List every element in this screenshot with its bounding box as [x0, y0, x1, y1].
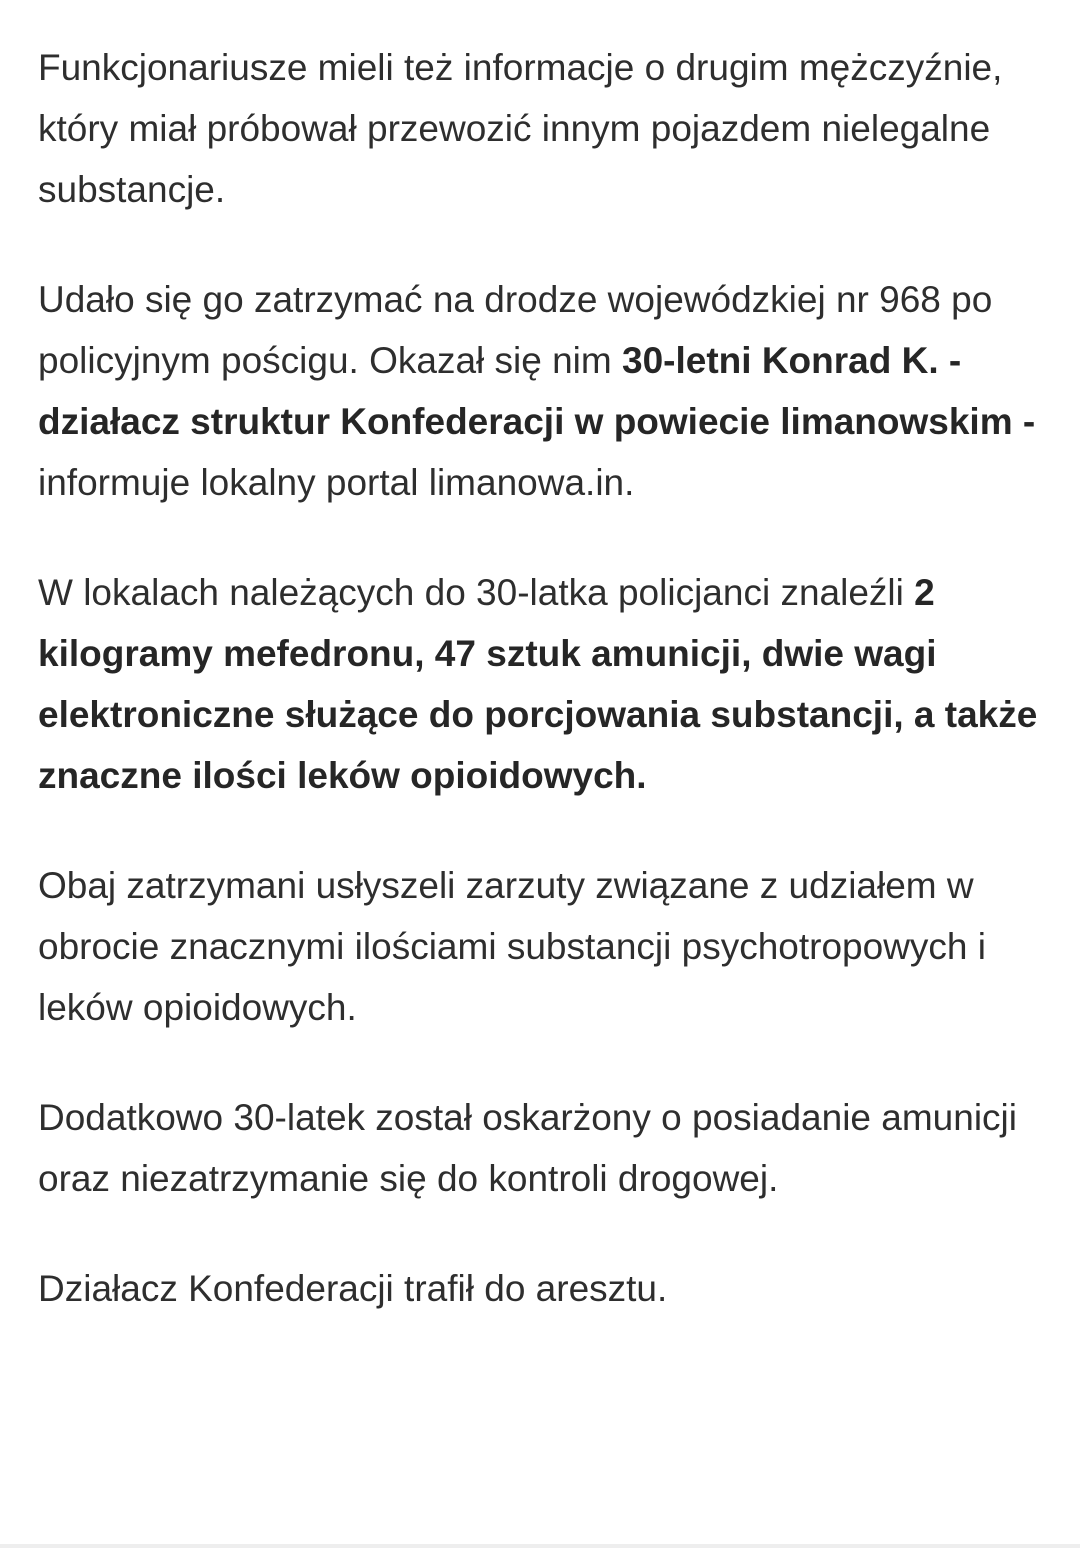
article-body: [38, 37, 1048, 1319]
article-paragraph-5: Dodatkowo 30-latek został oskarżony o posiadanie amunicji oraz niezatrzymanie się do kontroli drogowej.: [38, 1097, 1017, 1199]
article-paragraph-1: Funkcjonariusze mieli też informacje o drugim mężczyźnie, który miał próbował przewozić innym pojazdem nielegalne substancje.: [38, 47, 1003, 210]
paragraph-2-bold-text: 30-letni Konrad K. - działacz struktur Konfederacji w powiecie limanowskim -: [38, 340, 1036, 442]
paragraph-2-lead-text: Udało się go zatrzymać na drodze wojewódzkiej nr 968 po policyjnym pościgu. Okazał się nim: [38, 279, 993, 381]
article-paragraph-4: Obaj zatrzymani usłyszeli zarzuty związane z udziałem w obrocie znacznymi ilościami substancji psychotropowych i leków opioidowych.: [38, 865, 986, 1028]
paragraph-3-lead-text: W lokalach należących do 30-latka policjanci znaleźli: [38, 572, 915, 613]
paragraph-3-bold-text: 2 kilogramy mefedronu, 47 sztuk amunicji, dwie wagi elektroniczne służące do porcjowania substancji, a także znaczne ilości leków opioidowych.: [38, 572, 1038, 796]
article-paragraph-2: [38, 269, 1048, 513]
article-paragraph-3: [38, 562, 1048, 806]
paragraph-2-tail-text: informuje lokalny portal limanowa.in.: [38, 462, 635, 503]
bottom-divider: [0, 1544, 1080, 1548]
article-paragraph-6: Działacz Konfederacji trafił do aresztu.: [38, 1268, 668, 1309]
